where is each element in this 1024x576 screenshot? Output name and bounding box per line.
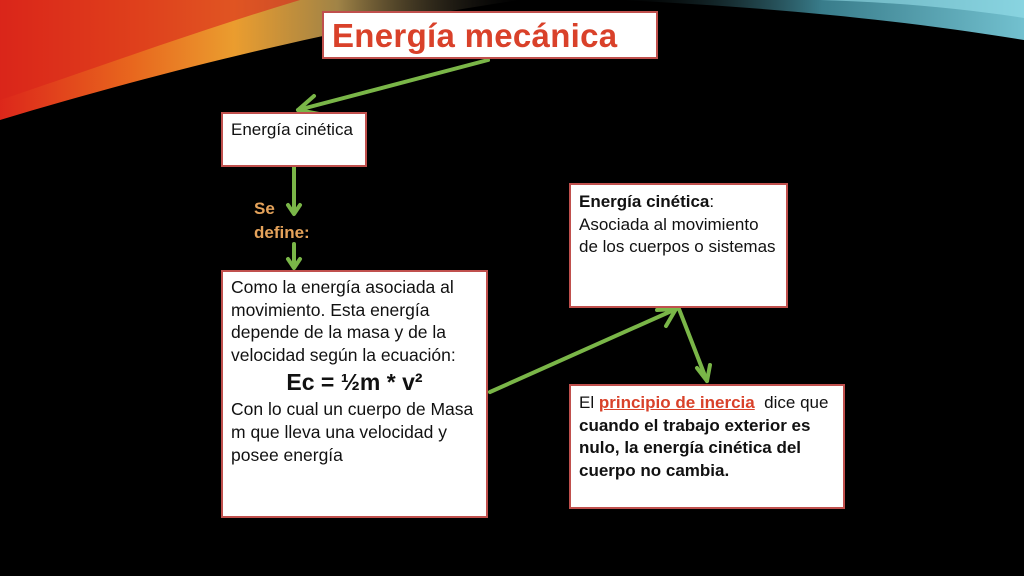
definition-box <box>221 270 488 518</box>
inertia-principle-link[interactable]: principio de inercia <box>598 393 755 412</box>
kinetic-definition-text: Asociada al movimiento de los cuerpos o sistemas <box>579 214 776 257</box>
inertia-prefix: El <box>579 393 599 412</box>
slide-title: Energía mecánica <box>332 17 618 54</box>
inertia-box <box>569 384 845 509</box>
kinetic-definition-term: Energía cinética <box>579 192 710 211</box>
inertia-middle: dice que <box>754 393 834 412</box>
definition-outro: Con lo cual un cuerpo de Masa m que lleva una velocidad y posee energía <box>231 399 474 465</box>
kinetic-definition-separator: : <box>709 192 715 211</box>
inertia-statement: cuando el trabajo exterior es nulo, la energía cinética del cuerpo no cambia. <box>579 415 811 480</box>
kinetic-definition-box <box>569 183 788 308</box>
definition-intro: Como la energía asociada al movimiento. Esta energía depende de la masa y de la velocidad según la ecuación: <box>231 277 456 365</box>
kinetic-energy-label: Energía cinética <box>231 120 353 139</box>
connector-label: Se define: <box>254 199 310 242</box>
kinetic-energy-node <box>221 112 367 167</box>
title-box <box>322 11 658 59</box>
kinetic-energy-formula: Ec = ½m * v² <box>286 369 423 396</box>
